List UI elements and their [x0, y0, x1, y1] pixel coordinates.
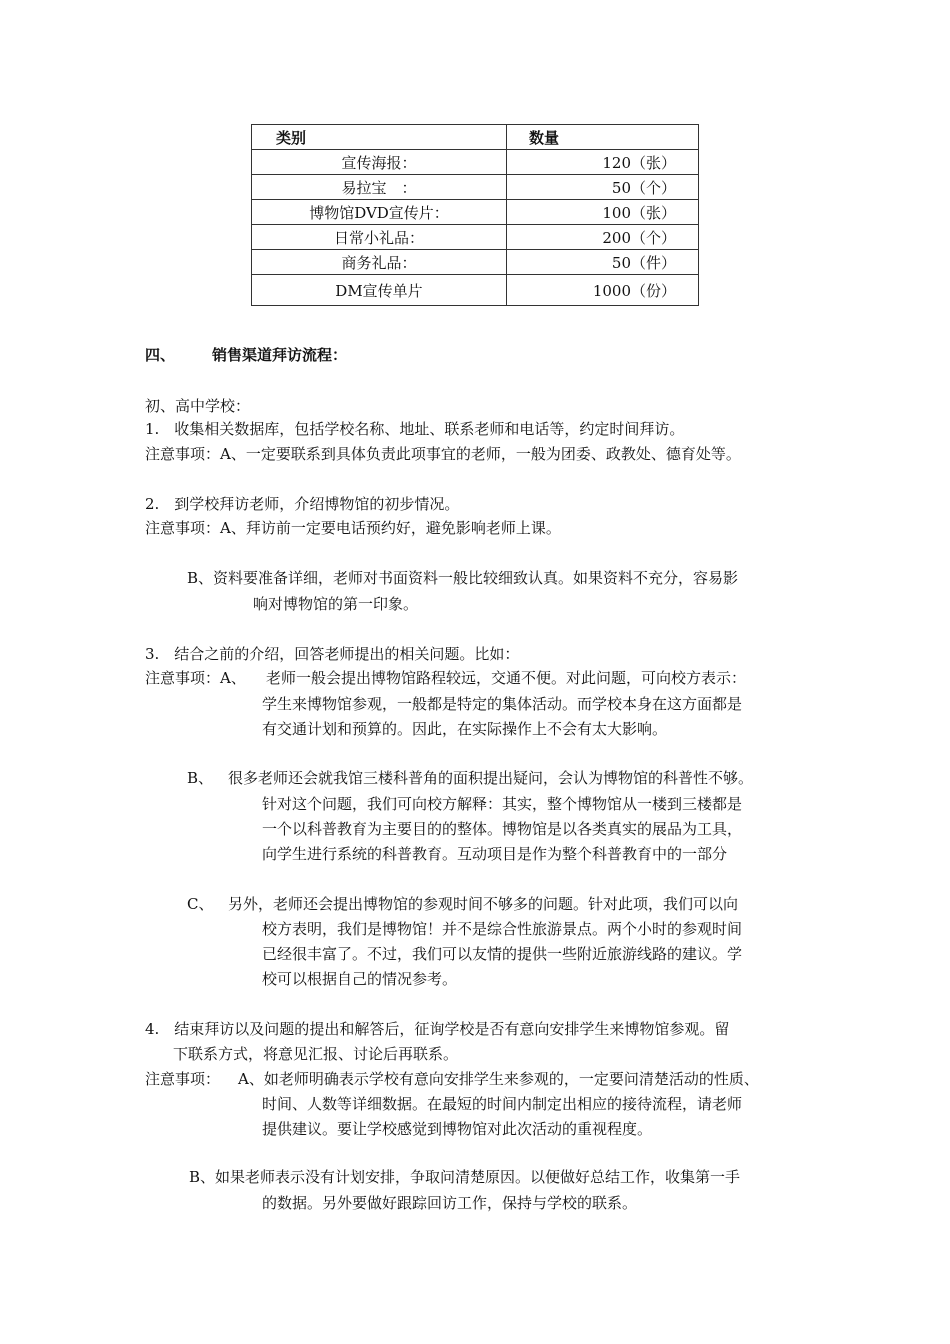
- table-cell-quantity: 120（张）: [507, 150, 699, 175]
- section-number: 四、: [145, 346, 176, 364]
- step-3-note-a-line2: 学生来博物馆参观，一般都是特定的集体活动。而学校本身在这方面都是: [262, 695, 743, 713]
- step-3-note-c-line1: 另外，老师还会提出博物馆的参观时间不够多的问题。针对此项，我们可以向: [228, 895, 739, 913]
- step-3-note-b-label: B、: [187, 769, 214, 787]
- table-cell-quantity: 50（件）: [507, 250, 699, 275]
- step-3-note-b-line3: 一个以科普教育为主要目的的整体。博物馆是以各类真实的展品为工具，: [262, 820, 743, 838]
- table-row: [252, 250, 699, 275]
- table-cell-quantity: 100（张）: [507, 200, 699, 225]
- step-3-note-c-label: C、: [187, 895, 214, 913]
- step-4-text-line1: 4. 结束拜访以及问题的提出和解答后，征询学校是否有意向安排学生来博物馆参观。留: [145, 1020, 730, 1038]
- step-4-note-a-line2: 时间、人数等详细数据。在最短的时间内制定出相应的接待流程，请老师: [262, 1095, 743, 1113]
- table-row: [252, 175, 699, 200]
- section-title: 销售渠道拜访流程：: [212, 346, 348, 364]
- step-4-note-b-line1: B、如果老师表示没有计划安排，争取问清楚原因。以便做好总结工作，收集第一手: [189, 1168, 741, 1186]
- table-row: [252, 150, 699, 175]
- step-3-note-c-line3: 已经很丰富了。不过，我们可以友情的提供一些附近旅游线路的建议。学: [262, 945, 743, 963]
- step-3-note-a-line1: 老师一般会提出博物馆路程较远，交通不便。对此问题，可向校方表示：: [266, 669, 747, 687]
- table-row: [252, 275, 699, 306]
- materials-table: [251, 124, 699, 306]
- table-row: [252, 200, 699, 225]
- step-3-note-a-line3: 有交通计划和预算的。因此，在实际操作上不会有太大影响。: [262, 720, 668, 738]
- table-cell-category: 易拉宝 ：: [252, 175, 507, 200]
- step-4-note-a-line3: 提供建议。要让学校感觉到博物馆对此次活动的重视程度。: [262, 1120, 653, 1138]
- table-cell-category: DM宣传单片: [252, 275, 507, 306]
- step-3-note-b-line4: 向学生进行系统的科普教育。互动项目是作为整个科普教育中的一部分: [262, 845, 728, 863]
- step-4-note-b-line2: 的数据。另外要做好跟踪回访工作，保持与学校的联系。: [262, 1194, 638, 1212]
- step-3-note-a-label: 注意事项：A、: [145, 669, 246, 687]
- table-header-category: 类别: [252, 125, 507, 150]
- step-3-text: 3. 结合之前的介绍，回答老师提出的相关问题。比如：: [145, 645, 520, 663]
- step-4-note-a-label: 注意事项：: [145, 1070, 221, 1088]
- school-heading: 初、高中学校：: [145, 397, 251, 415]
- step-4-text-line2: 下联系方式，将意见汇报、讨论后再联系。: [173, 1045, 459, 1063]
- table-header-row: [252, 125, 699, 150]
- table-cell-quantity: 1000（份）: [507, 275, 699, 306]
- step-3-note-b-line1: 很多老师还会就我馆三楼科普角的面积提出疑问，会认为博物馆的科普性不够。: [228, 769, 754, 787]
- table-cell-category: 日常小礼品：: [252, 225, 507, 250]
- step-1-note: 注意事项：A、一定要联系到具体负责此项事宜的老师，一般为团委、政教处、德育处等。: [145, 445, 741, 463]
- table-cell-category: 宣传海报：: [252, 150, 507, 175]
- table-cell-quantity: 50（个）: [507, 175, 699, 200]
- table-header-quantity: 数量: [507, 125, 699, 150]
- table-cell-quantity: 200（个）: [507, 225, 699, 250]
- step-3-note-c-line4: 校可以根据自己的情况参考。: [262, 970, 458, 988]
- step-1-text: 1. 收集相关数据库，包括学校名称、地址、联系老师和电话等，约定时间拜访。: [145, 420, 685, 438]
- step-3-note-c-line2: 校方表明，我们是博物馆！并不是综合性旅游景点。两个小时的参观时间: [262, 920, 743, 938]
- step-2-note-a: 注意事项：A、拜访前一定要电话预约好，避免影响老师上课。: [145, 519, 561, 537]
- step-2-note-b-line2: 响对博物馆的第一印象。: [253, 595, 419, 613]
- step-3-note-b-line2: 针对这个问题，我们可向校方解释：其实，整个博物馆从一楼到三楼都是: [262, 795, 743, 813]
- step-2-note-b-line1: B、资料要准备详细，老师对书面资料一般比较细致认真。如果资料不充分，容易影: [187, 569, 739, 587]
- table-row: [252, 225, 699, 250]
- step-4-note-a-line1: A、如老师明确表示学校有意向安排学生来参观的，一定要问清楚活动的性质、: [238, 1070, 759, 1088]
- table-cell-category: 商务礼品：: [252, 250, 507, 275]
- table-cell-category: 博物馆DVD宣传片：: [252, 200, 507, 225]
- step-2-text: 2. 到学校拜访老师，介绍博物馆的初步情况。: [145, 495, 460, 513]
